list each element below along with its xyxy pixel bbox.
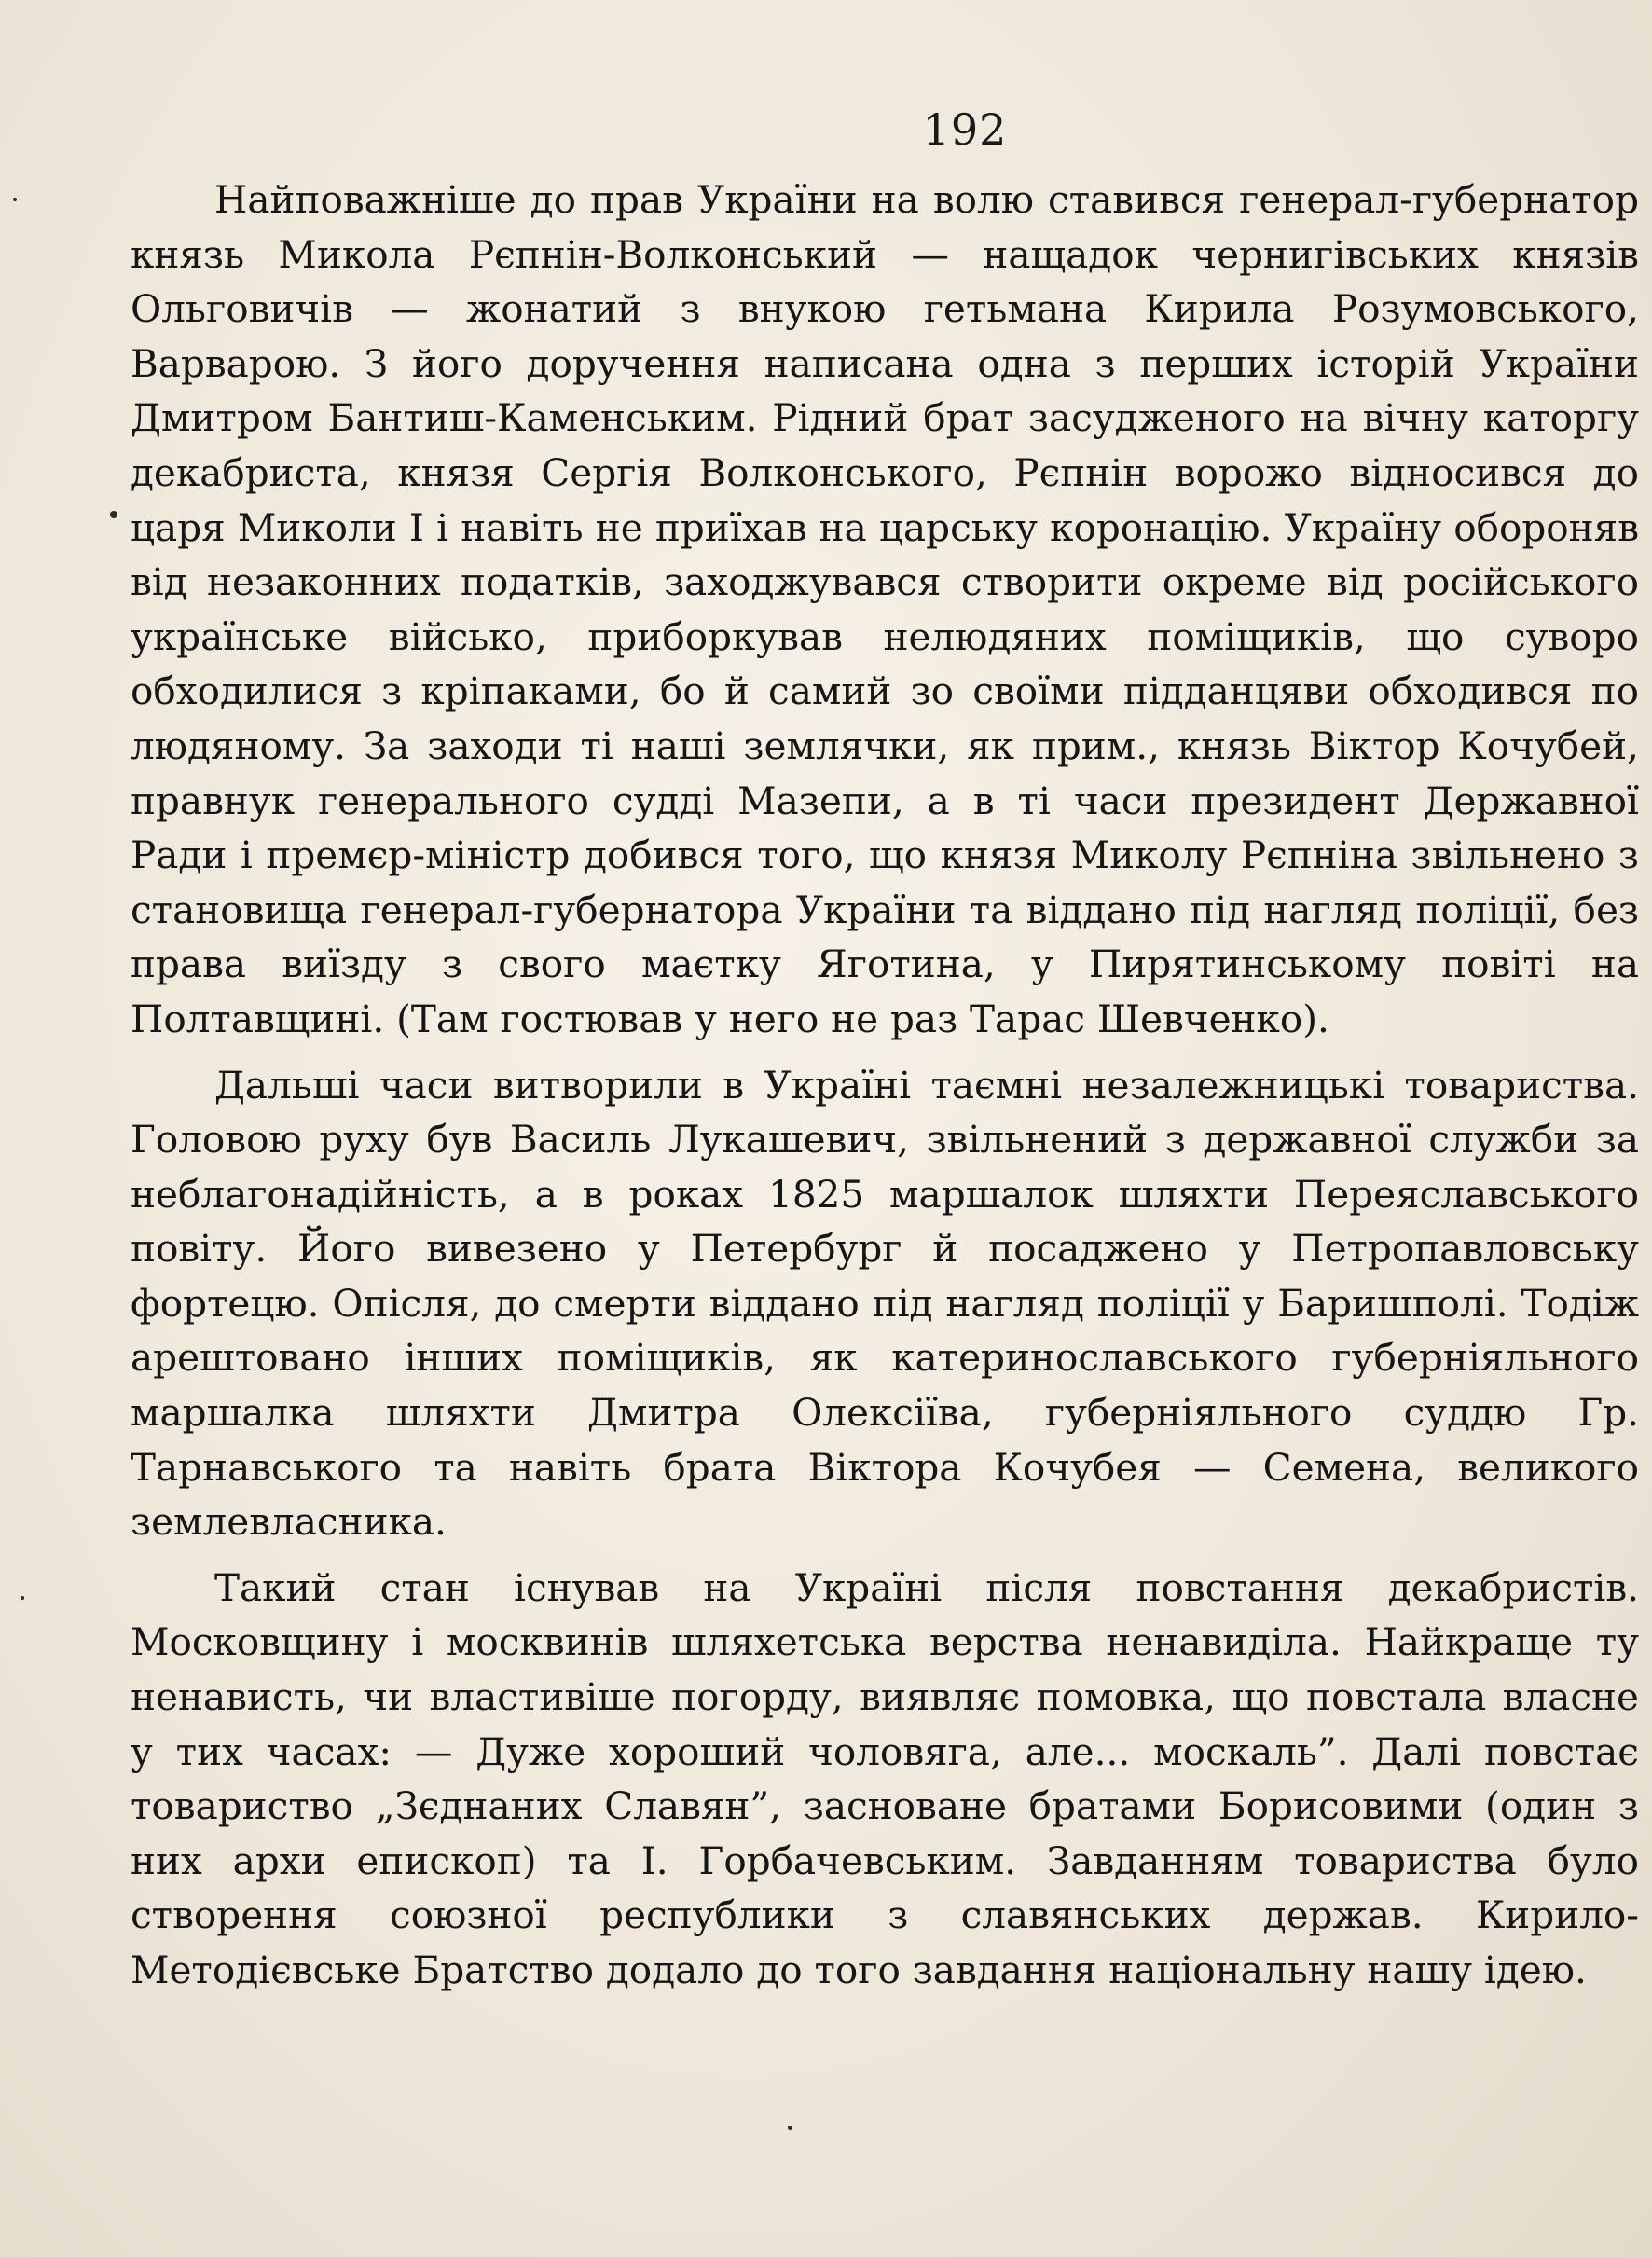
page-number: 192: [922, 104, 1008, 155]
body-text: [131, 172, 1639, 1998]
paragraph-1: Найповажніше до прав України на волю ставився генерал-губернатор князь Микола Рєпнін-Волконський — нащадок чернигівських князів Ольговичів — жонатий з внукою гетьмана Кирила Розумовського, Варварою. З його доручення написана одна з перших історій України Дмитром Бантиш-Каменським. Рідний брат засудженого на вічну каторгу декабриста, князя Сергія Волконського, Рєпнін ворожо відносився до царя Миколи І і навіть не приїхав на царську коронацію. Україну обороняв від незаконних податків, заходжувався створити окреме від російського українське військо, приборкував нелюдяних поміщиків, що суворо обходилися з кріпаками, бо й самий зо своїми підданцяви обходився по людяному. За заходи ті наші землячки, як прим., князь Віктор Кочубей, правнук генерального судді Мазепи, а в ті часи президент Державної Ради і премєр-міністр добився того, що князя Миколу Рєпніна звільнено з становища генерал-губернатора України та віддано під нагляд поліції, без права виїзду з свого маєтку Яготина, у Пирятинському повіті на Полтавщині. (Там гостював у него не раз Тарас Шевченко).: [131, 177, 1639, 1041]
ink-speck: [21, 1596, 24, 1600]
paragraph-2: Дальші часи витворили в Україні таємні незалежницькі товариства. Головою руху був Василь Лукашевич, звільнений з державної служби за неблагонадійність, а в роках 1825 маршалок шляхти Переяславського повіту. Його вивезено у Петербург й посаджено у Петропавловську фортецю. Опісля, до смерти віддано під нагляд поліції у Баришполі. Тодіж арештовано інших поміщиків, як катеринославського губерніяльного маршалка шляхти Дмитра Олексіїва, губерніяльного суддю Гр. Тарнавського та навіть брата Віктора Кочубея — Семена, великого землевласника.: [131, 1062, 1639, 1545]
ink-speck: [13, 198, 17, 201]
ink-speck: [788, 2126, 792, 2130]
ink-speck: [110, 511, 117, 518]
paragraph-3: Такий стан існував на Україні після повстання декабристів. Московщину і москвинів шляхетська верства ненавиділа. Найкраще ту ненависть, чи властивіше погорду, виявляє помовка, що повстала власне у тих часах: — Дуже хороший чоловяга, але... москаль”. Далі повстає товариство „Зєднаних Славян”, засноване братами Борисовими (один з них архи епископ) та І. Горбачевським. Завданням товариства було створення союзної республики з славянських держав. Кирило-Методієвське Братство додало до того завдання національну нашу ідею.: [131, 1564, 1639, 1992]
